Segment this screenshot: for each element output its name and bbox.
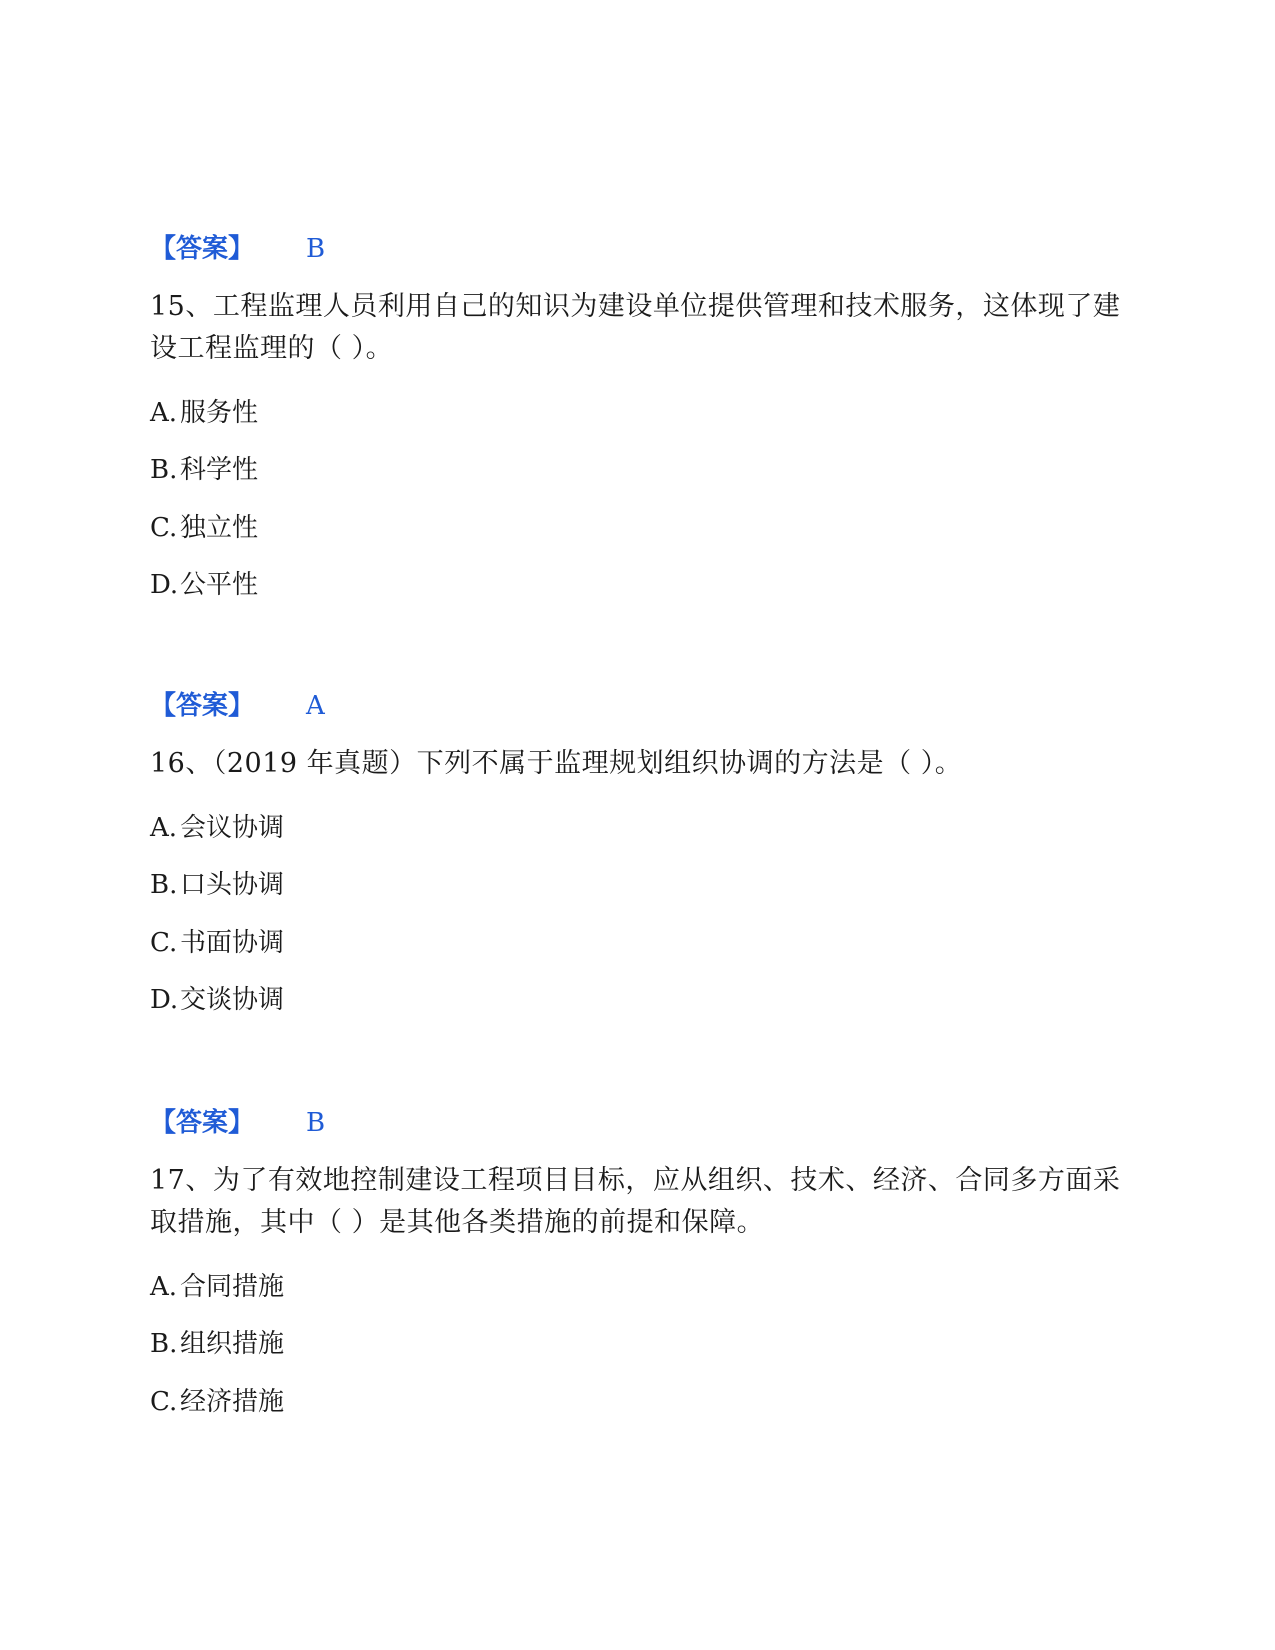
option-text: 组织措施 — [180, 1329, 285, 1360]
option-letter: D. — [150, 985, 179, 1016]
answer-line — [150, 1106, 1130, 1140]
option-list — [150, 384, 1130, 614]
answer-line — [150, 232, 1130, 266]
question-block-15 — [150, 232, 1130, 614]
option-b — [150, 857, 1130, 915]
question-text: 15、工程监理人员利用自己的知识为建设单位提供管理和技术服务，这体现了建设工程监理的（ ）。 — [150, 291, 1121, 364]
option-letter: B. — [150, 870, 178, 901]
option-letter: B. — [150, 455, 178, 486]
question-text: 17、为了有效地控制建设工程项目目标，应从组织、技术、经济、合同多方面采取措施，其中（ ）是其他各类措施的前提和保障。 — [150, 1165, 1121, 1238]
option-c — [150, 499, 1130, 557]
option-letter: C. — [150, 512, 178, 543]
option-text: 口头协调 — [180, 870, 285, 901]
option-b — [150, 1316, 1130, 1374]
option-list — [150, 1258, 1130, 1431]
answer-line — [150, 689, 1130, 723]
option-text: 独立性 — [180, 512, 259, 543]
option-text: 合同措施 — [180, 1271, 285, 1302]
option-c — [150, 1373, 1130, 1431]
option-text: 公平性 — [180, 570, 259, 601]
option-text: 服务性 — [180, 397, 259, 428]
option-text: 经济措施 — [180, 1386, 285, 1417]
answer-value: A — [306, 691, 325, 721]
option-text: 科学性 — [180, 455, 259, 486]
option-text: 会议协调 — [180, 812, 285, 843]
option-a — [150, 799, 1130, 857]
option-letter: C. — [150, 1386, 178, 1417]
option-list — [150, 799, 1130, 1029]
option-letter: A. — [150, 397, 178, 428]
option-letter: A. — [150, 1271, 178, 1302]
answer-label: 【答案】 — [150, 1108, 255, 1138]
option-letter: D. — [150, 570, 179, 601]
option-d — [150, 972, 1130, 1030]
question-text: 16、（2019 年真题）下列不属于监理规划组织协调的方法是（ ）。 — [150, 748, 963, 779]
option-text: 书面协调 — [180, 927, 285, 958]
option-letter: B. — [150, 1329, 178, 1360]
answer-value: B — [306, 1108, 326, 1138]
option-letter: A. — [150, 812, 178, 843]
option-d — [150, 557, 1130, 615]
answer-label: 【答案】 — [150, 691, 255, 721]
option-text: 交谈协调 — [180, 985, 285, 1016]
question-block-17 — [150, 1106, 1130, 1431]
answer-label: 【答案】 — [150, 234, 255, 264]
answer-value: B — [306, 234, 326, 264]
question-block-16 — [150, 689, 1130, 1029]
option-b — [150, 442, 1130, 500]
option-a — [150, 1258, 1130, 1316]
option-c — [150, 914, 1130, 972]
option-a — [150, 384, 1130, 442]
option-letter: C. — [150, 927, 178, 958]
